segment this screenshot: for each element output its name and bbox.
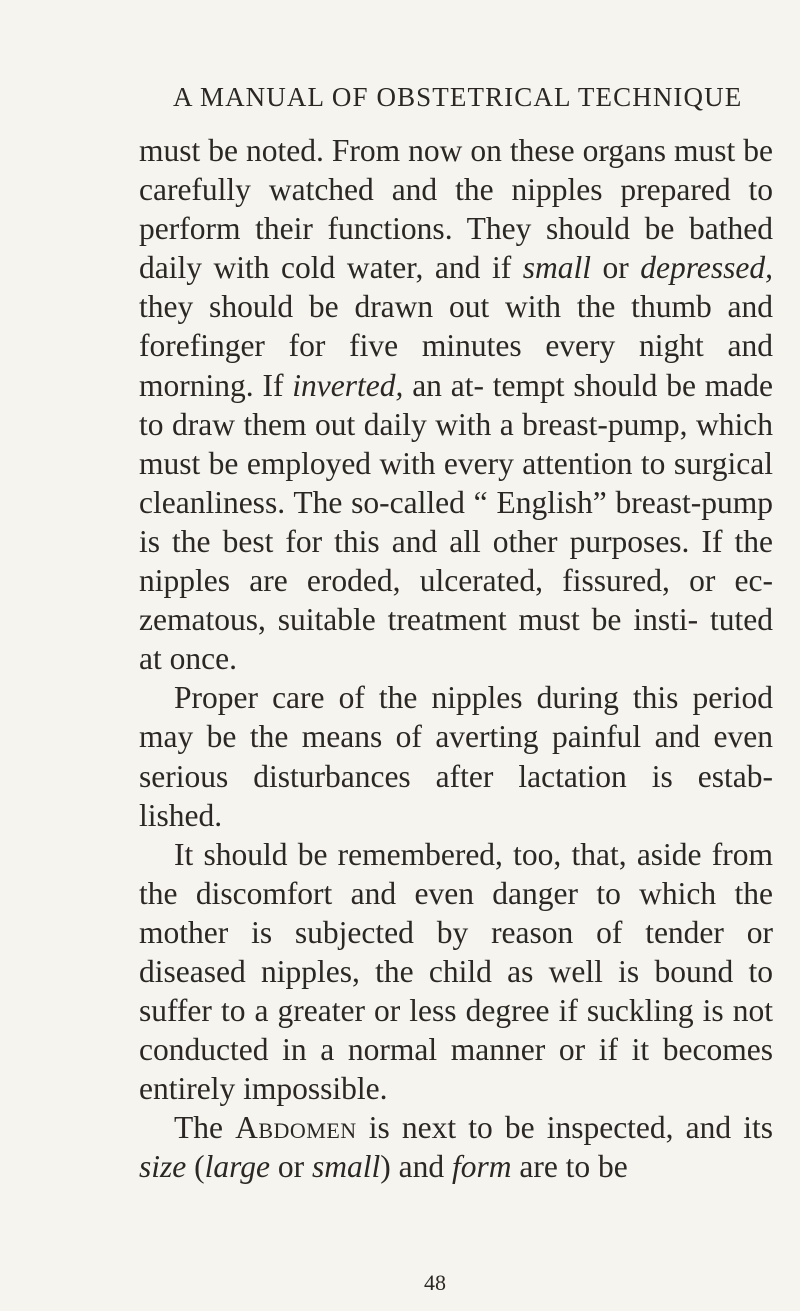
italic-term-form: form	[451, 1149, 512, 1185]
italic-term-depressed: depressed,	[640, 250, 773, 286]
text-run: they should be drawn out with the thumb and forefinger for five minutes every night and morning. If	[139, 289, 773, 403]
text-run: an at- tempt should be made to draw them out daily with a breast-pump, which must be employed with every attention to surgical cleanliness. The so-called “ English” breast-pump is the best for this and all other purposes. If the nipples are eroded, ulcerated, fissured, or ec- zematous, suitable treatment must be insti- tuted at once.	[139, 367, 773, 677]
body-text	[139, 131, 773, 1187]
paragraph-3: It should be remembered, too, that, aside from the discomfort and even danger to which the mother is subjected by reason of tender or diseased nipples, the child as well is bound to suffer to a greater or less degree if suckling is not conducted in a normal manner or if it becomes entirely impossible.	[139, 836, 773, 1107]
paragraph-1	[139, 131, 773, 678]
text-run: or	[590, 250, 641, 286]
text-run: ) and	[380, 1149, 452, 1185]
text-run: (	[186, 1149, 205, 1185]
small-caps-heading-abdomen: Abdomen	[235, 1110, 357, 1146]
italic-term-inverted: inverted,	[292, 367, 404, 403]
italic-term-large: large	[204, 1149, 270, 1185]
text-run: or	[269, 1149, 312, 1185]
text-run: must be noted. From now on these organs must be carefully watched and the nipples prepared to perform their functions. They should be bathed daily with cold water, and if	[139, 133, 773, 286]
text-run: are to be	[511, 1149, 628, 1185]
italic-term-size: size	[139, 1149, 187, 1185]
running-head: A MANUAL OF OBSTETRICAL TECHNIQUE	[173, 82, 743, 112]
text-run: is next to be inspected, and its	[356, 1110, 773, 1146]
text-run: The	[174, 1110, 236, 1146]
italic-term-small: small	[311, 1149, 381, 1185]
paragraph-4	[139, 1108, 773, 1186]
page-number: 48	[424, 1270, 446, 1295]
italic-term-small: small	[522, 250, 591, 286]
paragraph-2: Proper care of the nipples during this period may be the means of averting painful and even serious disturbances after lactation is estab- lished.	[139, 680, 773, 833]
